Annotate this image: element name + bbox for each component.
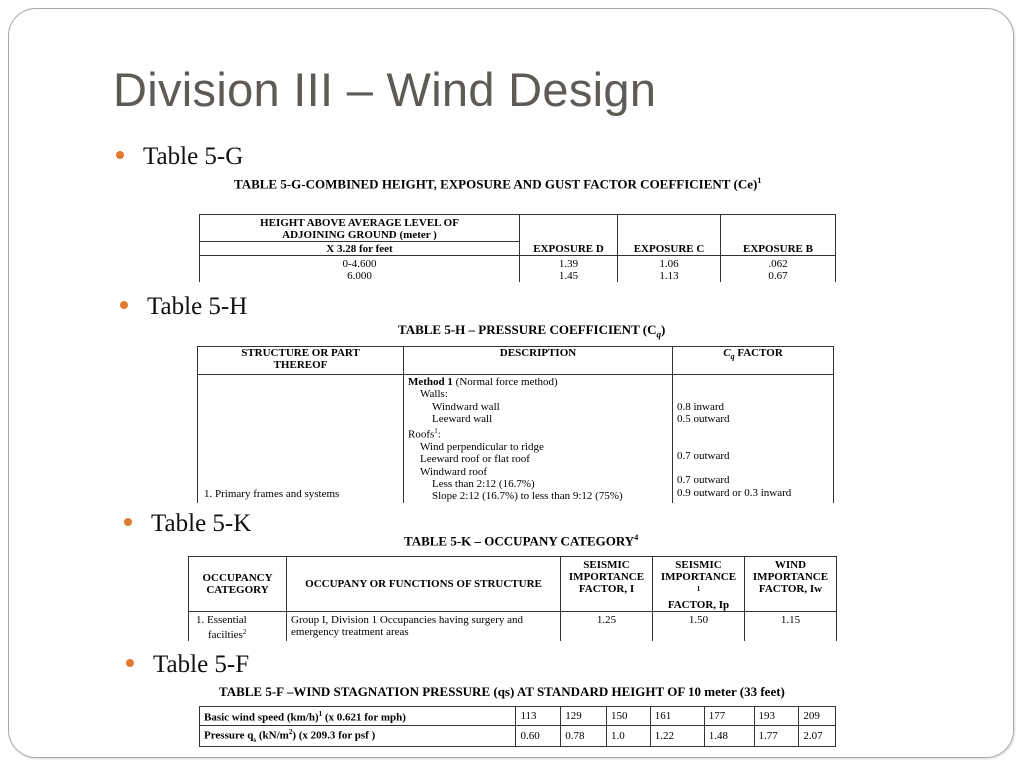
- header-symbol: C: [723, 347, 731, 359]
- header-subscript: q: [730, 352, 735, 362]
- header-line: SEISMIC: [675, 559, 722, 571]
- bullet-table-5k: [124, 510, 251, 538]
- speed-value: 129: [561, 707, 607, 726]
- header-line: STRUCTURE OR PART: [241, 347, 360, 359]
- caption-text: TABLE 5-K – OCCUPANY CATEGORY: [404, 533, 635, 549]
- description-line: Windward roof: [420, 465, 488, 478]
- cell-structure: 1. Primary frames and systems: [198, 375, 404, 503]
- cell-exposure-d: [520, 256, 618, 283]
- row-label-speed: [200, 707, 516, 726]
- cell-text: ) (x 209.3 for psf ): [292, 729, 376, 742]
- bullet-label: Table 5-G: [143, 143, 244, 170]
- cell-footnote: 2: [242, 627, 247, 636]
- header-factor: [673, 347, 834, 375]
- description-line: Leeward wall: [432, 412, 493, 425]
- cell-exposure-c: [618, 256, 721, 283]
- header-occupancy: [189, 557, 287, 612]
- header-function: OCCUPANY OR FUNCTIONS OF STRUCTURE: [287, 557, 561, 612]
- bullet-dot-icon: [126, 659, 134, 667]
- header-line: IMPORTANCE: [568, 571, 645, 583]
- cell-height: [200, 256, 520, 283]
- header-description: DESCRIPTION: [404, 347, 673, 375]
- cell-text: .062: [768, 258, 788, 270]
- header-structure: [198, 347, 404, 375]
- table-5k: [188, 556, 837, 641]
- pressure-value: 1.0: [607, 726, 651, 747]
- factor-line: [677, 425, 829, 437]
- factor-line: [677, 462, 829, 474]
- table-row: [198, 375, 834, 503]
- table-5g-caption: [234, 176, 761, 192]
- table-row: [189, 611, 837, 641]
- description-line: Windward wall: [432, 400, 500, 413]
- cell-text: (x 0.621 for mph): [322, 711, 406, 724]
- cell-seismic-ip: 1.50: [653, 611, 745, 641]
- table-5f: [199, 706, 836, 747]
- caption-footnote: 4: [634, 533, 639, 542]
- caption-text: ): [660, 322, 666, 337]
- cell-text: facilties: [208, 629, 243, 642]
- bullet-dot-icon: [124, 518, 132, 526]
- factor-line: [677, 437, 829, 449]
- cell-text: 1. Essential: [196, 613, 247, 626]
- speed-value: 150: [607, 707, 651, 726]
- cell-text: 0.67: [768, 270, 788, 282]
- bullet-label: Table 5-H: [147, 293, 248, 320]
- description-line: Wind perpendicular to ridge: [420, 441, 544, 454]
- header-exposure-c: EXPOSURE C: [618, 215, 721, 256]
- caption-text: TABLE 5-G-COMBINED HEIGHT, EXPOSURE AND GUST FACTOR COEFFICIENT (Ce): [234, 176, 758, 192]
- table-5g-clip: [199, 214, 839, 286]
- bullet-dot-icon: [116, 151, 124, 159]
- table-5h-clip: [197, 346, 837, 503]
- table-5k-clip: [188, 556, 838, 642]
- cell-text: 6.000: [347, 270, 372, 282]
- description-footnote: 1: [434, 427, 438, 436]
- header-line: IMPORTANCE: [660, 571, 737, 583]
- factor-line: 0.7 outward: [677, 474, 730, 487]
- cell-text: emergency treatment areas: [291, 625, 409, 638]
- table-5h-caption: [398, 322, 665, 340]
- table-5h: [197, 346, 834, 503]
- header-seismic-i: [561, 557, 653, 612]
- pressure-value: 1.77: [754, 726, 799, 747]
- header-line: THEREOF: [273, 359, 328, 371]
- description-text: (Normal force method): [452, 376, 558, 388]
- header-line: FACTOR, Ip: [667, 598, 730, 611]
- header-line: OCCUPANCY: [202, 571, 273, 584]
- bullet-label: Table 5-F: [153, 651, 250, 678]
- pressure-value: 1.22: [650, 726, 704, 747]
- caption-text: TABLE 5-F –WIND STAGNATION PRESSURE (qs) AT STANDARD HEIGHT OF 10 meter (33 feet): [219, 684, 785, 699]
- description-line: Less than 2:12 (16.7%): [432, 478, 535, 491]
- description-line: [408, 425, 668, 441]
- cell-description: [404, 375, 673, 503]
- table-header-row: [189, 557, 837, 612]
- header-seismic-ip: [653, 557, 745, 612]
- table-5k-caption: [404, 533, 638, 549]
- header-line: X 3.28 for feet: [200, 241, 519, 255]
- factor-line: 0.9 outward or 0.3 inward: [677, 486, 792, 499]
- header-footnote: 1: [696, 585, 701, 593]
- bullet-table-5f: [126, 651, 249, 679]
- factor-line: 0.8 inward: [677, 400, 725, 413]
- cell-wind-iw: 1.15: [745, 611, 837, 641]
- header-line: FACTOR, Iw: [758, 583, 823, 595]
- pressure-value: 1.48: [704, 726, 754, 747]
- table-5g: [199, 214, 836, 282]
- cell-text: Group I, Division 1 Occupancies having surgery and: [291, 613, 523, 626]
- cell-text: 1.13: [659, 270, 679, 282]
- description-text: Roofs: [408, 428, 435, 441]
- header-line: FACTOR, I: [578, 583, 635, 595]
- cell-text: 1.45: [558, 270, 579, 282]
- description-line: Leeward roof or flat roof: [420, 453, 530, 466]
- bullet-table-5g: [116, 143, 243, 171]
- factor-line: [677, 388, 829, 400]
- table-row: [200, 726, 836, 747]
- table-5f-caption: [219, 684, 785, 700]
- cell-text: Basic wind speed (km/h): [204, 711, 319, 724]
- header-line: IMPORTANCE: [752, 571, 829, 583]
- description-line: [408, 376, 668, 388]
- speed-value: 113: [516, 707, 561, 726]
- description-text: :: [437, 428, 441, 441]
- cell-subscript: s: [253, 735, 257, 744]
- row-label-pressure: [200, 726, 516, 747]
- cell-factor: [673, 375, 834, 503]
- cell-category: [189, 611, 287, 641]
- cell-text: 0-4.600: [342, 258, 377, 270]
- cell-footnote: 2: [288, 728, 293, 736]
- header-line: HEIGHT ABOVE AVERAGE LEVEL OF: [260, 217, 459, 229]
- header-line: CATEGORY: [206, 583, 269, 596]
- speed-value: 193: [754, 707, 799, 726]
- caption-text: TABLE 5-H – PRESSURE COEFFICIENT (C: [398, 322, 657, 337]
- header-height: [200, 215, 520, 256]
- cell-text: (kN/m: [256, 729, 289, 742]
- description-line: Slope 2:12 (16.7%) to less than 9:12 (75%): [432, 490, 623, 503]
- header-exposure-d: EXPOSURE D: [520, 215, 618, 256]
- header-line: WIND: [774, 559, 807, 571]
- cell-function: [287, 611, 561, 641]
- pressure-value: 0.60: [516, 726, 561, 747]
- cell-seismic-i: 1.25: [561, 611, 653, 641]
- cell-text: Pressure q: [204, 729, 254, 742]
- bullet-label: Table 5-K: [151, 510, 252, 537]
- header-exposure-b: EXPOSURE B: [721, 215, 836, 256]
- factor-line: 0.5 outward: [677, 412, 730, 425]
- table-row: [200, 256, 836, 283]
- header-wind-iw: [745, 557, 837, 612]
- description-line: Walls:: [420, 388, 448, 401]
- cell-text: 1.06: [659, 258, 679, 270]
- table-header-row: [200, 215, 836, 256]
- table-header-row: [198, 347, 834, 375]
- cell-text: 1.39: [558, 258, 579, 270]
- cell-exposure-b: [721, 256, 836, 283]
- header-line: FACTOR: [734, 347, 783, 359]
- speed-value: 177: [704, 707, 754, 726]
- table-row: [200, 707, 836, 726]
- speed-value: 161: [650, 707, 704, 726]
- speed-value: 209: [799, 707, 836, 726]
- bullet-table-5h: [120, 293, 247, 321]
- header-line: SEISMIC: [583, 559, 630, 571]
- description-text: Method 1: [408, 376, 453, 388]
- header-line: ADJOINING GROUND (meter ): [282, 229, 437, 241]
- pressure-value: 0.78: [561, 726, 607, 747]
- factor-line: [677, 376, 829, 388]
- slide-title: Division III – Wind Design: [113, 63, 657, 116]
- bullet-dot-icon: [120, 301, 128, 309]
- factor-line: 0.7 outward: [677, 449, 730, 462]
- pressure-value: 2.07: [799, 726, 836, 747]
- caption-subscript: q: [656, 329, 661, 340]
- caption-footnote: 1: [757, 176, 762, 185]
- cell-footnote: 1: [318, 710, 323, 719]
